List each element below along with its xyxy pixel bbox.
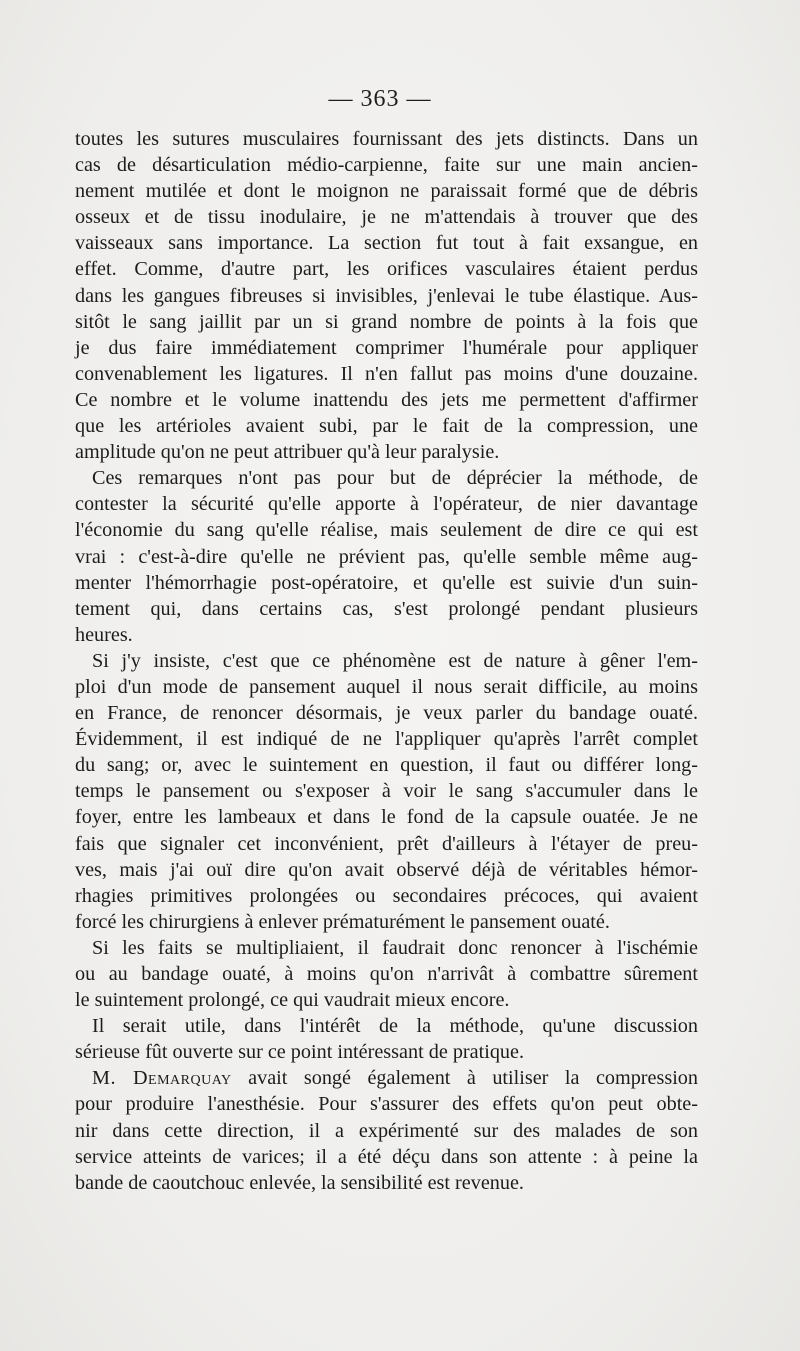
text-line: service atteints de varices; il a été déçu dans son attente : à peine la bbox=[75, 1145, 698, 1168]
text-line: cas de désarticulation médio-carpienne, faite sur une main ancien- bbox=[75, 154, 698, 177]
body-text bbox=[75, 126, 698, 1196]
text-line: rhagies primitives prolongées ou secondaires précoces, qui avaient bbox=[75, 884, 698, 907]
text-line: Si les faits se multipliaient, il faudrait donc renoncer à l'ischémie bbox=[92, 936, 698, 959]
text-line: forcé les chirurgiens à enlever prématurément le pansement ouaté. bbox=[75, 910, 610, 933]
text-line: ploi d'un mode de pansement auquel il nous serait difficile, au moins bbox=[75, 675, 698, 698]
text-line: vrai : c'est-à-dire qu'elle ne prévient pas, qu'elle semble même aug- bbox=[75, 545, 698, 568]
text-line: dans les gangues fibreuses si invisibles, j'enlevai le tube élastique. Aus- bbox=[75, 284, 698, 307]
text-line: Si j'y insiste, c'est que ce phénomène est de nature à gêner l'em- bbox=[92, 649, 698, 672]
text-line: Il serait utile, dans l'intérêt de la méthode, qu'une discussion bbox=[92, 1015, 698, 1038]
text-line: vaisseaux sans importance. La section fut tout à fait exsangue, en bbox=[75, 232, 698, 255]
text-line: fais que signaler cet inconvénient, prêt d'ailleurs à l'étayer de preu- bbox=[75, 832, 698, 855]
text-line: le suintement prolongé, ce qui vaudrait mieux encore. bbox=[75, 989, 510, 1012]
text-line: effet. Comme, d'autre part, les orifices vasculaires étaient perdus bbox=[75, 258, 698, 281]
text-line: pour produire l'anesthésie. Pour s'assurer des effets qu'on peut obte- bbox=[75, 1093, 698, 1116]
text-line: ou au bandage ouaté, à moins qu'on n'arrivât à combattre sûrement bbox=[75, 963, 698, 985]
text-line: amplitude qu'on ne peut attribuer qu'à leur paralysie. bbox=[75, 441, 500, 464]
text-line: menter l'hémorrhagie post-opératoire, et qu'elle est suivie d'un suin- bbox=[75, 571, 698, 594]
text-line: du sang; or, avec le suintement en question, il faut ou différer long- bbox=[75, 754, 698, 777]
text-line: tement qui, dans certains cas, s'est prolongé pendant plusieurs bbox=[75, 597, 698, 620]
text-line: bande de caoutchouc enlevée, la sensibilité est revenue. bbox=[75, 1171, 524, 1194]
text-line: nement mutilée et dont le moignon ne paraissait formé que de débris bbox=[75, 180, 698, 203]
speaker-name: M. Demarquay bbox=[92, 1067, 232, 1090]
text-line: Ce nombre et le volume inattendu des jets me permettent d'affirmer bbox=[75, 388, 698, 411]
text-line: sérieuse fût ouverte sur ce point intéressant de pratique. bbox=[75, 1041, 525, 1064]
text-line: en France, de renoncer désormais, je veux parler du bandage ouaté. bbox=[75, 702, 698, 725]
text-line: Évidemment, il est indiqué de ne l'appliquer qu'après l'arrêt complet bbox=[75, 728, 698, 751]
text-line: ves, mais j'ai ouï dire qu'on avait observé déjà de véritables hémor- bbox=[75, 858, 698, 881]
text-line: heures. bbox=[75, 623, 133, 646]
text-line: je dus faire immédiatement comprimer l'humérale pour appliquer bbox=[75, 336, 698, 359]
text-line: sitôt le sang jaillit par un si grand nombre de points à la fois que bbox=[75, 310, 698, 333]
text-line: que les artérioles avaient subi, par le fait de la compression, une bbox=[75, 415, 698, 438]
text-line: convenablement les ligatures. Il n'en fallut pas moins d'une douzaine. bbox=[75, 362, 698, 385]
text-line: l'économie du sang qu'elle réalise, mais seulement de dire ce qui est bbox=[75, 519, 698, 542]
text-line: foyer, entre les lambeaux et dans le fond de la capsule ouatée. Je ne bbox=[75, 806, 698, 829]
text-line: Ces remarques n'ont pas pour but de déprécier la méthode, de bbox=[92, 467, 698, 490]
speaker-line bbox=[75, 1065, 698, 1091]
text-line: osseux et de tissu inodulaire, je ne m'attendais à trouver que des bbox=[75, 206, 698, 229]
text-line: temps le pansement ou s'exposer à voir le sang s'accumuler dans le bbox=[75, 780, 698, 803]
text-line: contester la sécurité qu'elle apporte à l'opérateur, de nier davantage bbox=[75, 493, 698, 516]
page-number: — 363 — bbox=[328, 86, 432, 112]
text-line: toutes les sutures musculaires fournissant des jets distincts. Dans un bbox=[75, 128, 698, 150]
speaker-line-text: avait songé également à utiliser la compression bbox=[231, 1067, 698, 1090]
text-line: nir dans cette direction, il a expérimenté sur des malades de son bbox=[75, 1119, 698, 1142]
